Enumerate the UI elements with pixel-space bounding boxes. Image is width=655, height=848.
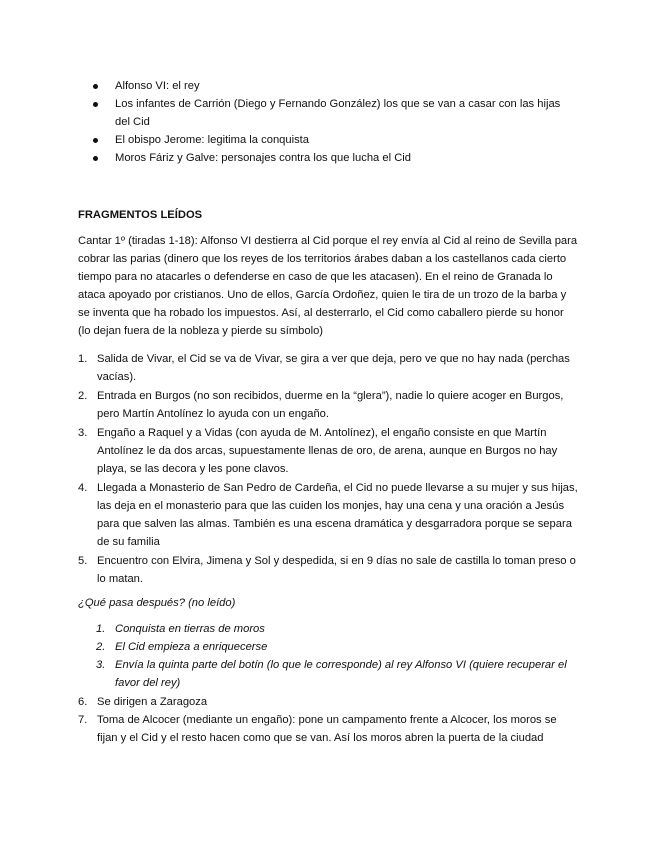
list-number: 3. bbox=[96, 659, 106, 671]
list-item bbox=[78, 552, 578, 588]
list-item-text: Llegada a Monasterio de San Pedro de Cardeña, el Cid no puede llevarse a su mujer y sus hijas, las deja en el monasterio para que las cuiden los monjes, hay una cena y una oración a Jesús para que salven las almas. También es una escena dramática y desgarradora porque se separa de su familia bbox=[97, 482, 578, 548]
list-number: 6. bbox=[78, 696, 88, 708]
bullet-icon bbox=[93, 156, 98, 161]
list-number: 7. bbox=[78, 714, 88, 726]
list-item bbox=[78, 387, 578, 423]
list-item-text: Conquista en tierras de moros bbox=[115, 623, 265, 635]
list-item bbox=[96, 638, 578, 656]
list-item-text: Envía la quinta parte del botín (lo que le corresponde) al rey Alfonso VI (quiere recuperar el favor del rey) bbox=[115, 659, 567, 689]
continued-list bbox=[78, 693, 578, 747]
list-item-text: Los infantes de Carrión (Diego y Fernando González) los que se van a casar con las hijas del Cid bbox=[115, 98, 561, 128]
list-number: 4. bbox=[78, 482, 88, 494]
intro-paragraph: Cantar 1º (tiradas 1-18): Alfonso VI destierra al Cid porque el rey envía al Cid al reino de Sevilla para cobrar las parias (dinero que los reyes de los territorios árabes daban a los castellanos cada cierto tiempo para no atacarles o defenderse en caso de que les atacasen). En el reino de Granada lo ataca apoyado por cristianos. Uno de ellos, García Ordoñez, quien le tira de un trozo de la barba y se inventa que ha robado los impuestos. Así, al desterrarlo, el Cid como caballero pierde su honor (lo dejan fuera de la nobleza y pierde su símbolo) bbox=[78, 235, 578, 337]
bullet-icon bbox=[93, 84, 98, 89]
list-item bbox=[78, 149, 578, 167]
list-item-text: Se dirigen a Zaragoza bbox=[97, 696, 208, 708]
characters-list bbox=[78, 77, 578, 167]
list-item-text: Entrada en Burgos (no son recibidos, duerme en la “glera”), nadie lo quiere acoger en Burgos, pero Martín Antolínez lo ayuda con un engaño. bbox=[97, 390, 564, 420]
list-item bbox=[96, 656, 578, 692]
list-item-text: Toma de Alcocer (mediante un engaño): pone un campamento frente a Alcocer, los moros se fijan y el Cid y el resto hacen como que se van. Así los moros abren la puerta de la ciudad bbox=[97, 714, 557, 744]
after-question: ¿Qué pasa después? (no leído) bbox=[78, 597, 236, 609]
list-item-text: Alfonso VI: el rey bbox=[115, 80, 200, 92]
list-item bbox=[96, 620, 578, 638]
bullet-icon bbox=[93, 102, 98, 107]
list-number: 2. bbox=[96, 641, 106, 653]
list-item-text: Moros Fáriz y Galve: personajes contra los que lucha el Cid bbox=[115, 152, 411, 164]
list-item bbox=[78, 95, 578, 131]
fragments-list bbox=[78, 350, 578, 589]
list-item bbox=[78, 693, 578, 711]
list-item bbox=[78, 131, 578, 149]
list-item bbox=[78, 77, 578, 95]
list-item-text: Encuentro con Elvira, Jimena y Sol y despedida, si en 9 días no sale de castilla lo toman preso o lo matan. bbox=[97, 555, 576, 585]
section-heading: FRAGMENTOS LEÍDOS bbox=[78, 209, 203, 221]
list-number: 2. bbox=[78, 390, 88, 402]
list-item bbox=[78, 479, 578, 551]
list-item-text: Salida de Vivar, el Cid se va de Vivar, se gira a ver que deja, pero ve que no hay nada (perchas vacías). bbox=[97, 353, 570, 383]
list-item bbox=[78, 424, 578, 478]
list-number: 1. bbox=[96, 623, 106, 635]
list-item-text: El Cid empieza a enriquecerse bbox=[115, 641, 268, 653]
list-number: 3. bbox=[78, 427, 88, 439]
list-number: 1. bbox=[78, 353, 88, 365]
list-item bbox=[78, 350, 578, 386]
list-number: 5. bbox=[78, 555, 88, 567]
list-item bbox=[78, 711, 578, 747]
after-list bbox=[96, 620, 578, 692]
list-item-text: El obispo Jerome: legitima la conquista bbox=[115, 134, 310, 146]
bullet-icon bbox=[93, 138, 98, 143]
list-item-text: Engaño a Raquel y a Vidas (con ayuda de M. Antolínez), el engaño consiste en que Martín Antolínez le da dos arcas, supuestamente llenas de oro, de arena, aunque en Burgos no hay playa, se las decora y les pone clavos. bbox=[97, 427, 558, 475]
